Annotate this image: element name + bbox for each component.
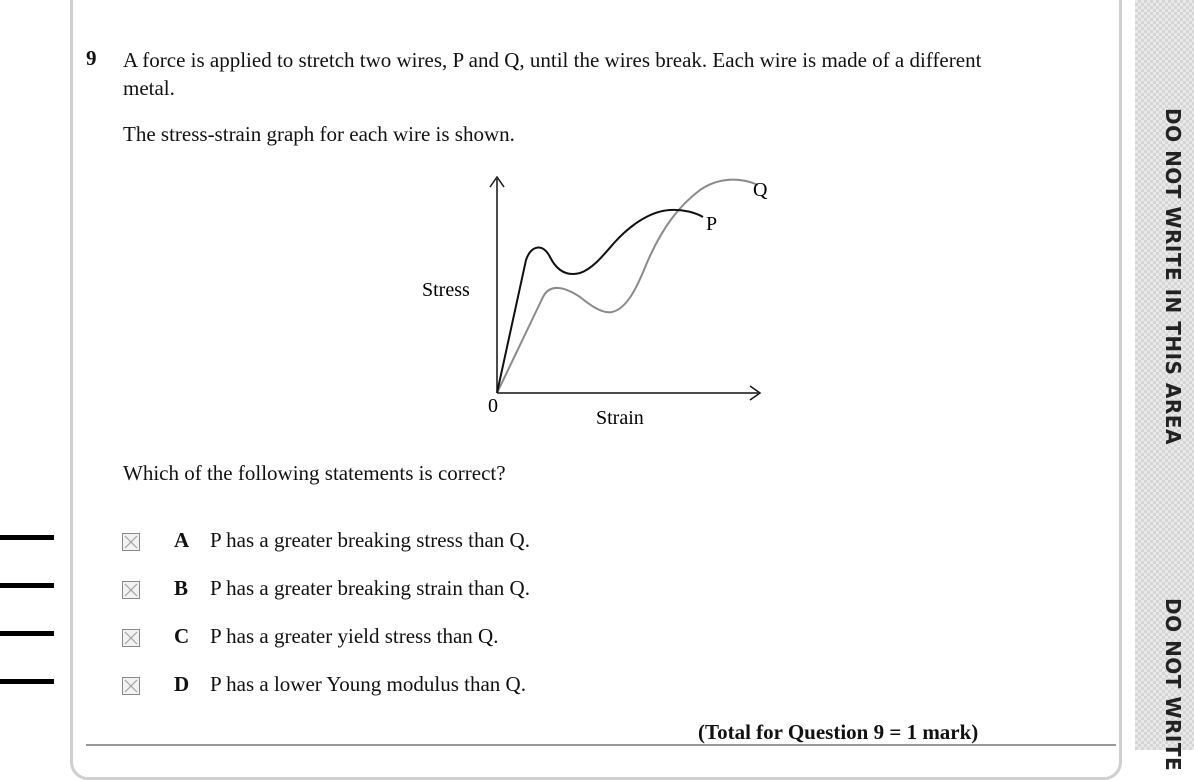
option-text: P has a lower Young modulus than Q. (210, 672, 526, 696)
margin-warning-top: DO NOT WRITE IN THIS AREA (1161, 108, 1185, 445)
margin-warning-bottom: DO NOT WRITE (1161, 598, 1185, 772)
option-letter: B (174, 576, 189, 600)
answer-checkbox[interactable] (122, 533, 140, 551)
total-marks: (Total for Question 9 = 1 mark) (698, 720, 979, 744)
origin-label: 0 (488, 395, 498, 417)
bottom-rule (86, 744, 1116, 746)
curve-q-label: Q (753, 179, 768, 201)
stress-strain-graph (400, 165, 780, 435)
question-text: A force is applied to stretch two wires, P and Q, until the wires break. Each wire is made of a different metal. (123, 48, 982, 100)
option-text: P has a greater breaking strain than Q. (210, 576, 530, 600)
x-axis-label: Strain (596, 407, 644, 429)
answer-checkbox[interactable] (122, 629, 140, 647)
curve-p (497, 210, 703, 393)
option-letter: A (174, 528, 190, 552)
curve-p-label: P (706, 213, 718, 235)
edge-tick-mark (0, 631, 54, 636)
question-prompt: Which of the following statements is correct? (123, 461, 506, 485)
option-letter: C (174, 624, 190, 648)
answer-checkbox[interactable] (122, 677, 140, 695)
answer-checkbox[interactable] (122, 581, 140, 599)
question-intro: The stress-strain graph for each wire is shown. (123, 122, 515, 146)
y-axis-label: Stress (422, 279, 470, 301)
option-letter: D (174, 672, 190, 696)
edge-tick-mark (0, 679, 54, 684)
edge-tick-mark (0, 583, 54, 588)
option-text: P has a greater breaking stress than Q. (210, 528, 530, 552)
option-text: P has a greater yield stress than Q. (210, 624, 499, 648)
edge-tick-mark (0, 535, 54, 540)
question-number: 9 (86, 46, 97, 70)
curve-q (497, 180, 758, 393)
